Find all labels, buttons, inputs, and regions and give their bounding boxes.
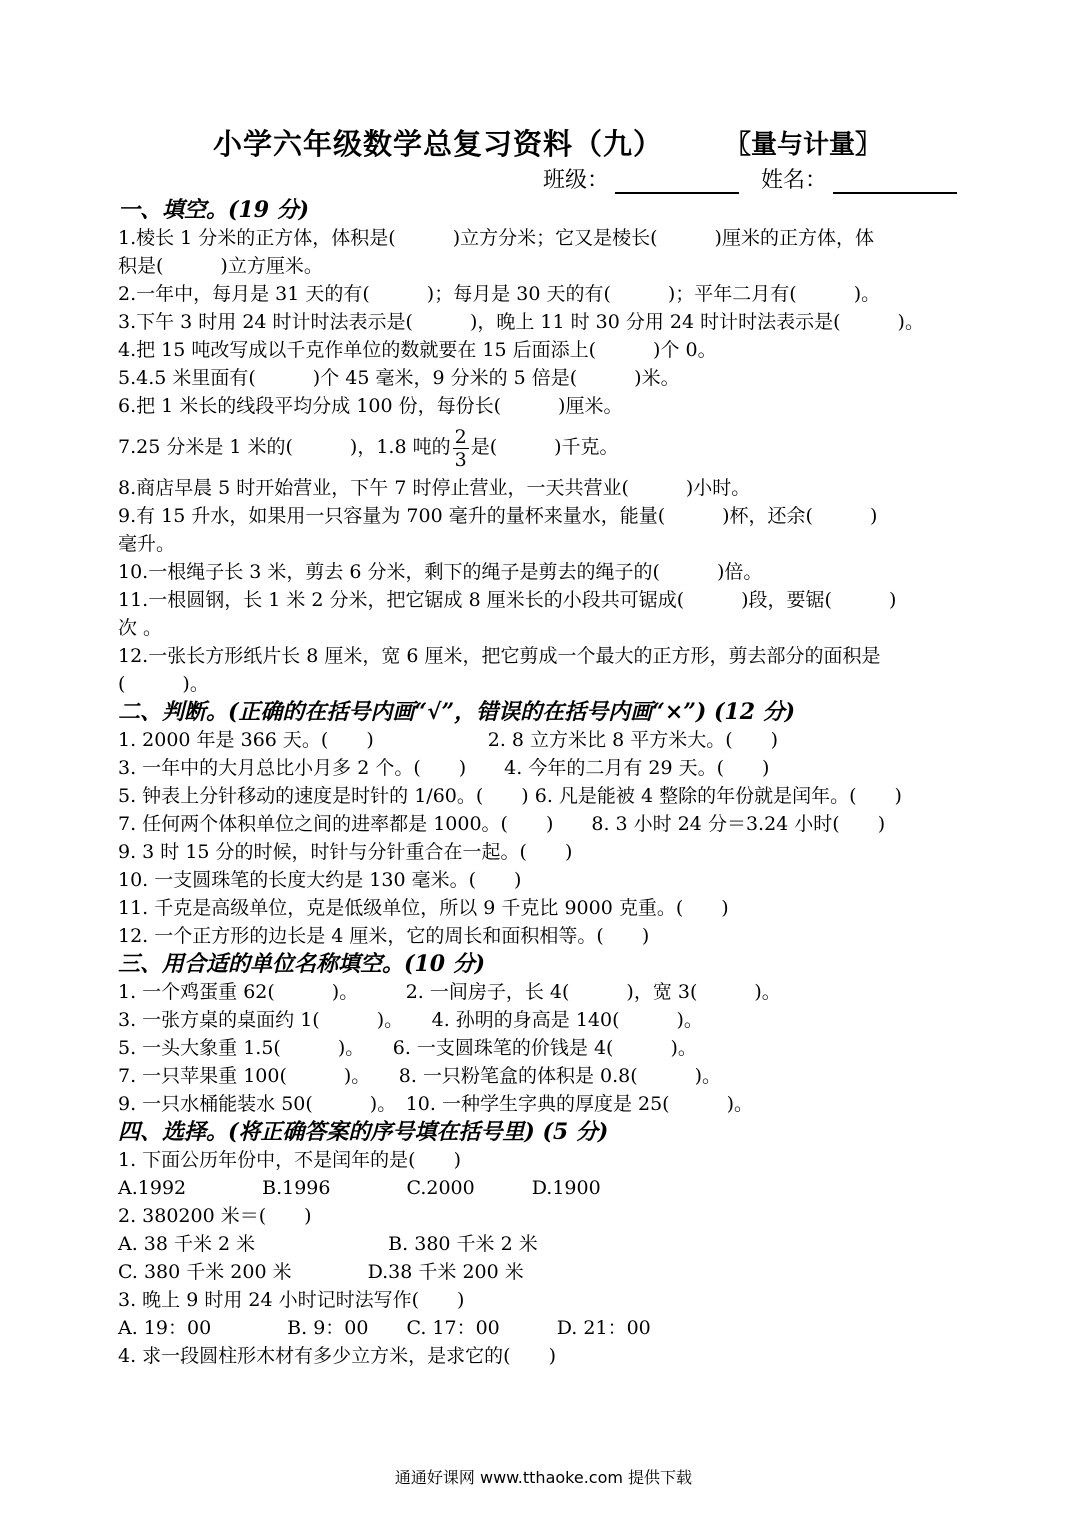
question-line: 10. 一支圆珠笔的长度大约是 130 毫米。( )	[118, 869, 522, 891]
question-line: 12. 一个正方形的边长是 4 厘米，它的周长和面积相等。( )	[118, 925, 650, 947]
student-info-row	[543, 163, 957, 194]
question-line-fraction	[118, 420, 970, 474]
question-line: 1. 2000 年是 366 天。( ) 2. 8 立方米比 8 平方米大。( )	[118, 729, 779, 751]
question-line: 6.把 1 米长的线段平均分成 100 份，每份长( )厘米。	[118, 395, 623, 417]
footer-credit: 通通好课网 www.tthaoke.com 提供下载	[394, 1468, 693, 1487]
question-line: 7. 一只苹果重 100( )。 8. 一只粉笔盒的体积是 0.8( )。	[118, 1065, 722, 1087]
question-line: 7. 任何两个体积单位之间的进率都是 1000。( ) 8. 3 小时 24 分＝3.24 小时( )	[118, 813, 886, 835]
fraction	[453, 426, 469, 471]
question-line: 9. 一只水桶能装水 50( )。 10. 一种学生字典的厚度是 25( )。	[118, 1093, 754, 1115]
question-line: 9. 3 时 15 分的时候，时针与分针重合在一起。( )	[118, 841, 573, 863]
q7-text-after: 是( )千克。	[470, 436, 619, 458]
question-line: 1. 一个鸡蛋重 62( )。 2. 一间房子，长 4( )，宽 3( )。	[118, 981, 781, 1003]
title-row	[0, 122, 1087, 162]
option-line: A. 19：00 B. 9：00 C. 17：00 D. 21：00	[118, 1317, 651, 1339]
question-line: 5. 一头大象重 1.5( )。 6. 一支圆珠笔的价钱是 4( )。	[118, 1037, 697, 1059]
option-line: A. 38 千米 2 米 B. 380 千米 2 米	[118, 1233, 538, 1255]
class-label: 班级：	[543, 168, 610, 193]
question-line: 2.一年中，每月是 31 天的有( )；每月是 30 天的有( )；平年二月有( )。	[118, 283, 881, 305]
section-heading: 二、判断。(正确的在括号内画“√”，错误的在括号内画“×”) (12 分)	[118, 699, 796, 725]
question-line: 12.一张长方形纸片长 8 厘米，宽 6 厘米，把它剪成一个最大的正方形，剪去部分的面积是	[118, 645, 881, 667]
worksheet-body	[118, 196, 970, 1370]
question-line: 11.一根圆钢，长 1 米 2 分米，把它锯成 8 厘米长的小段共可锯成( )段，要锯( )	[118, 589, 897, 611]
question-line: 5.4.5 米里面有( )个 45 毫米，9 分米的 5 倍是( )米。	[118, 367, 680, 389]
question-line: 3.下午 3 时用 24 时计时法表示是( )，晚上 11 时 30 分用 24 时计时法表示是( )。	[118, 311, 924, 333]
fraction-numerator: 2	[454, 425, 467, 448]
question-line: 1.棱长 1 分米的正方体，体积是( )立方分米；它又是棱长( )厘米的正方体，体	[118, 227, 874, 249]
question-line: 10.一根绳子长 3 米，剪去 6 分米，剩下的绳子是剪去的绳子的( )倍。	[118, 561, 763, 583]
fraction-denominator: 3	[454, 448, 467, 471]
question-line: 3. 一年中的大月总比小月多 2 个。( ) 4. 今年的二月有 29 天。( )	[118, 757, 770, 779]
option-line: A.1992 B.1996 C.2000 D.1900	[118, 1177, 601, 1199]
question-line: 2. 380200 米＝( )	[118, 1205, 312, 1227]
question-line: 5. 钟表上分针移动的速度是时针的 1/60。( ) 6. 凡是能被 4 整除的年份就是闰年。( )	[118, 785, 902, 807]
topic-tag: 〖量与计量〗	[725, 130, 882, 160]
name-blank	[833, 170, 957, 194]
option-line: C. 380 千米 200 米 D.38 千米 200 米	[118, 1261, 524, 1283]
question-line: 积是( )立方厘米。	[118, 255, 323, 277]
question-line: 次 。	[118, 617, 163, 639]
page-title: 小学六年级数学总复习资料（九）	[213, 127, 664, 161]
question-line: 4.把 15 吨改写成以千克作单位的数就要在 15 后面添上( )个 0。	[118, 339, 717, 361]
question-line: 1. 下面公历年份中，不是闰年的是( )	[118, 1149, 461, 1171]
section-heading: 三、用合适的单位名称填空。(10 分)	[118, 951, 486, 977]
name-label: 姓名：	[761, 168, 828, 193]
question-line: 3. 晚上 9 时用 24 小时记时法写作( )	[118, 1289, 465, 1311]
question-line: ( )。	[118, 673, 209, 695]
question-line: 9.有 15 升水，如果用一只容量为 700 毫升的量杯来量水，能量( )杯，还余( )	[118, 505, 878, 527]
section-heading: 一、填空。(19 分)	[118, 197, 310, 223]
question-line: 4. 求一段圆柱形木材有多少立方米，是求它的( )	[118, 1345, 556, 1367]
question-line: 毫升。	[118, 533, 176, 555]
q7-text-before: 7.25 分米是 1 米的( )，1.8 吨的	[118, 436, 451, 458]
class-blank	[615, 170, 739, 194]
section-heading: 四、选择。(将正确答案的序号填在括号里) (5 分)	[118, 1119, 609, 1145]
question-line: 11. 千克是高级单位，克是低级单位，所以 9 千克比 9000 克重。( )	[118, 897, 729, 919]
question-line: 8.商店早晨 5 时开始营业，下午 7 时停止营业，一天共营业( )小时。	[118, 477, 751, 499]
question-line: 3. 一张方桌的桌面约 1( )。 4. 孙明的身高是 140( )。	[118, 1009, 703, 1031]
